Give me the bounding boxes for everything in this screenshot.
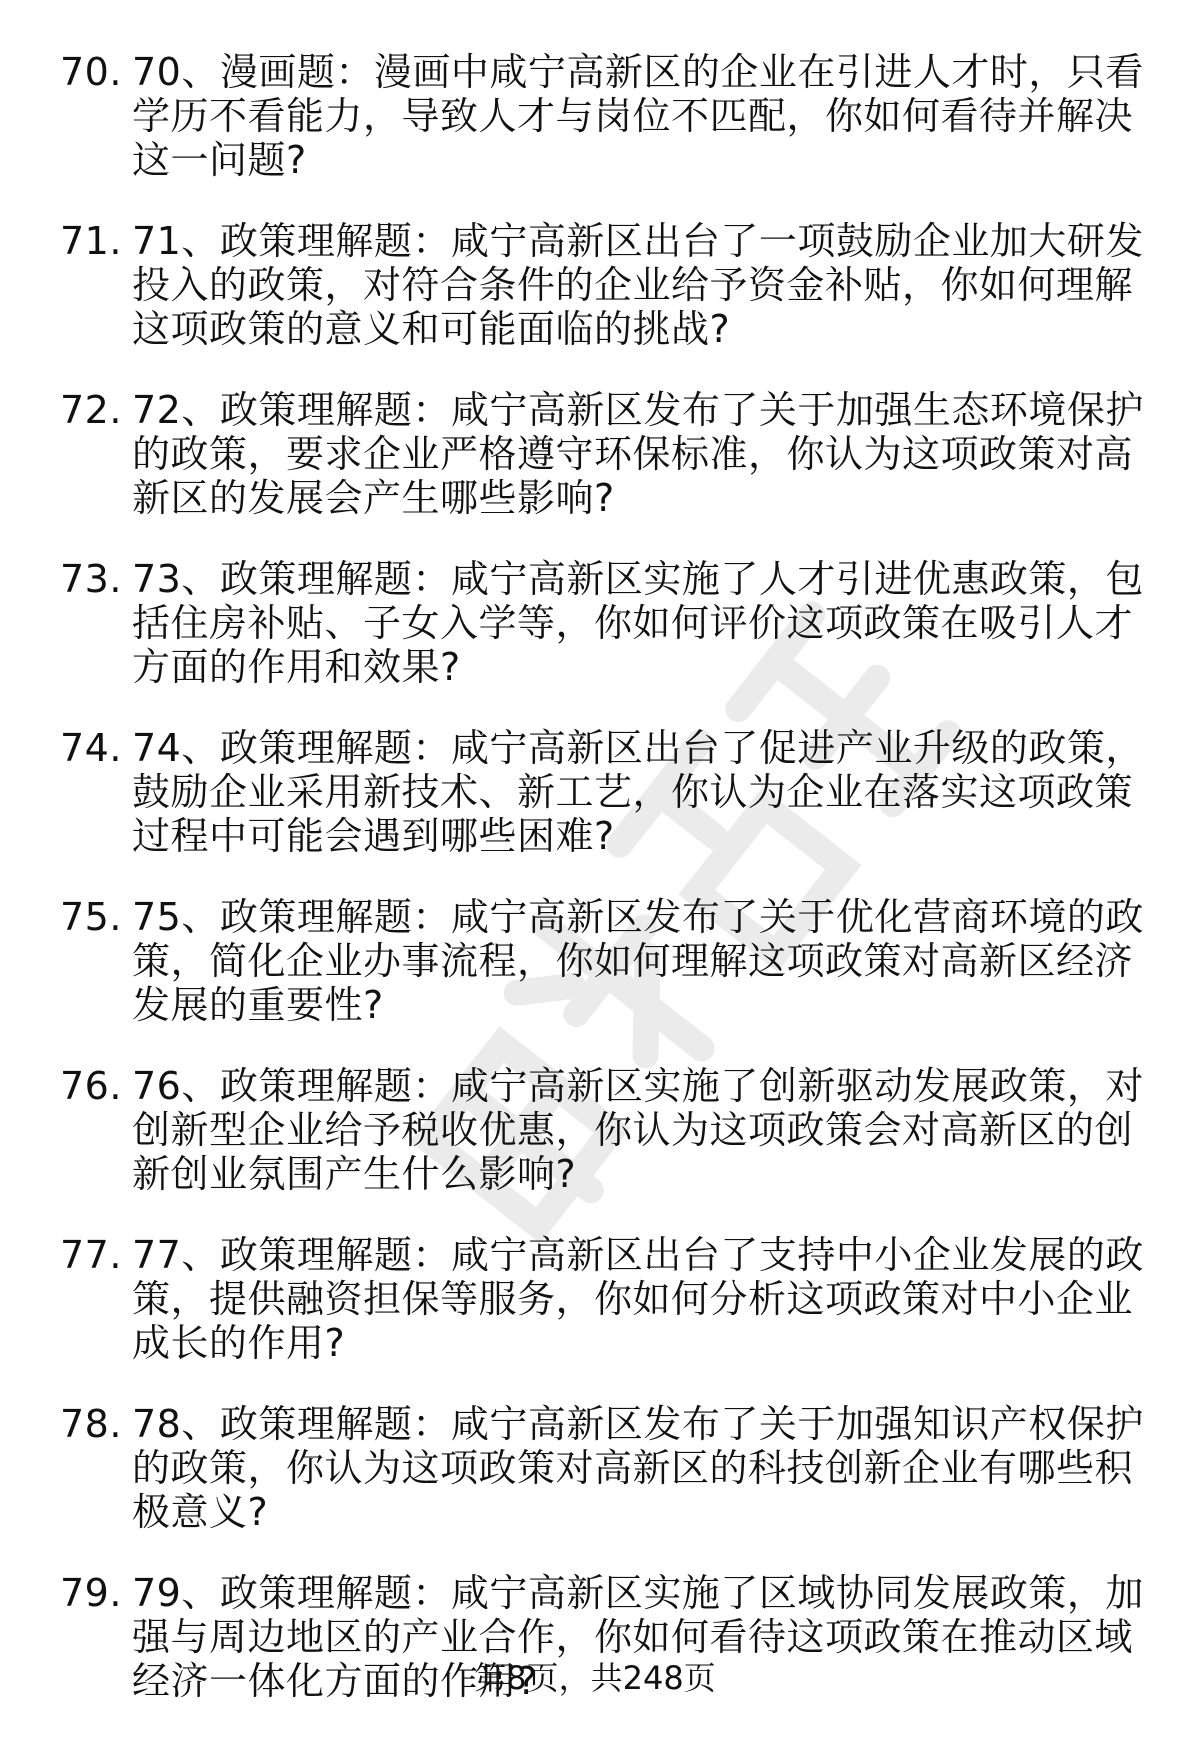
question-text: 73、政策理解题：咸宁高新区实施了人才引进优惠政策，包括住房补贴、子女入学等，你如何评价这项政策在吸引人才方面的作用和效果? bbox=[132, 557, 1144, 689]
page-number-label: 第8页，共248页 bbox=[474, 1659, 716, 1697]
question-number: 74. bbox=[60, 726, 122, 770]
question-item-72 bbox=[60, 388, 1150, 520]
question-text: 70、漫画题：漫画中咸宁高新区的企业在引进人才时，只看学历不看能力，导致人才与岗位不匹配，你如何看待并解决这一问题? bbox=[132, 50, 1144, 182]
question-item-70 bbox=[60, 50, 1150, 182]
question-item-71 bbox=[60, 219, 1150, 351]
question-item-76 bbox=[60, 1064, 1150, 1196]
question-item-77 bbox=[60, 1233, 1150, 1365]
question-number: 78. bbox=[60, 1402, 122, 1446]
question-item-73 bbox=[60, 557, 1150, 689]
question-number: 75. bbox=[60, 895, 122, 939]
question-text: 72、政策理解题：咸宁高新区发布了关于加强生态环境保护的政策，要求企业严格遵守环保标准，你认为这项政策对高新区的发展会产生哪些影响? bbox=[132, 388, 1144, 520]
question-item-78 bbox=[60, 1402, 1150, 1534]
question-text: 76、政策理解题：咸宁高新区实施了创新驱动发展政策，对创新型企业给予税收优惠，你认为这项政策会对高新区的创新创业氛围产生什么影响? bbox=[132, 1064, 1144, 1196]
question-number: 72. bbox=[60, 388, 122, 432]
question-number: 76. bbox=[60, 1064, 122, 1108]
question-text: 71、政策理解题：咸宁高新区出台了一项鼓励企业加大研发投入的政策，对符合条件的企业给予资金补贴，你如何理解这项政策的意义和可能面临的挑战? bbox=[132, 219, 1144, 351]
question-list bbox=[60, 50, 1150, 1740]
question-text: 74、政策理解题：咸宁高新区出台了促进产业升级的政策，鼓励企业采用新技术、新工艺，你认为企业在落实这项政策过程中可能会遇到哪些困难? bbox=[132, 726, 1144, 858]
question-number: 71. bbox=[60, 219, 122, 263]
question-item-75 bbox=[60, 895, 1150, 1027]
question-number: 77. bbox=[60, 1233, 122, 1277]
question-number: 73. bbox=[60, 557, 122, 601]
question-text: 75、政策理解题：咸宁高新区发布了关于优化营商环境的政策，简化企业办事流程，你如何理解这项政策对高新区经济发展的重要性? bbox=[132, 895, 1144, 1027]
question-text: 79、政策理解题：咸宁高新区实施了区域协同发展政策，加强与周边地区的产业合作，你如何看待这项政策在推动区域经济一体化方面的作用? bbox=[132, 1571, 1144, 1703]
page-footer bbox=[0, 1658, 1190, 1698]
question-number: 70. bbox=[60, 50, 122, 94]
question-text: 77、政策理解题：咸宁高新区出台了支持中小企业发展的政策，提供融资担保等服务，你如何分析这项政策对中小企业成长的作用? bbox=[132, 1233, 1144, 1365]
question-item-74 bbox=[60, 726, 1150, 858]
question-number: 79. bbox=[60, 1571, 122, 1615]
question-text: 78、政策理解题：咸宁高新区发布了关于加强知识产权保护的政策，你认为这项政策对高新区的科技创新企业有哪些积极意义? bbox=[132, 1402, 1144, 1534]
